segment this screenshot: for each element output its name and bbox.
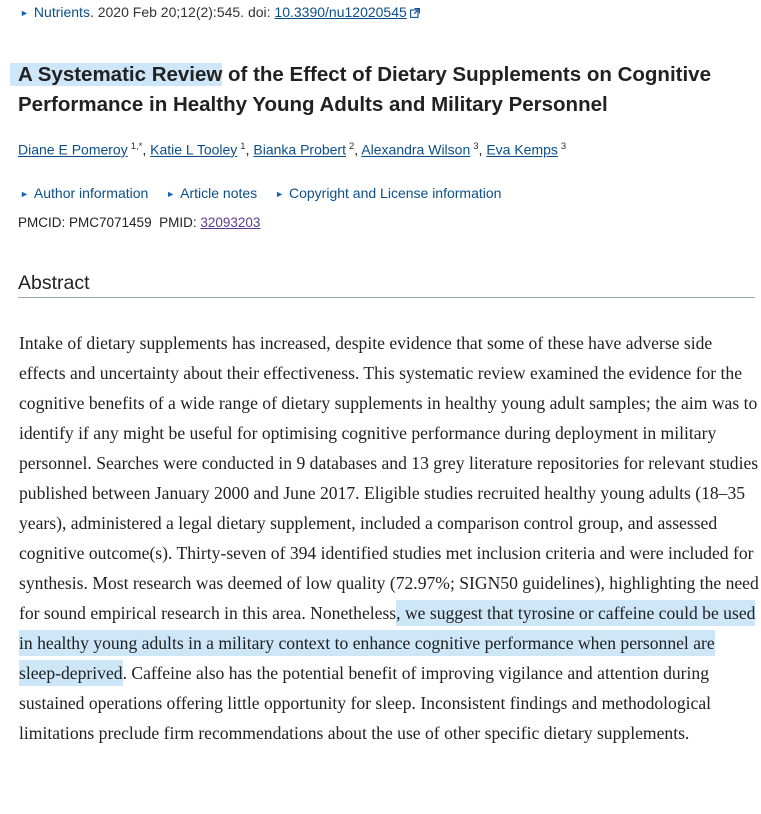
doi-link[interactable]: [274, 4, 419, 20]
title-text: of the Effect of Dietary Supplements on Cognitive Performance in Healthy Young Adults and Military Personnel: [18, 63, 711, 116]
toggle-label: Article notes: [180, 185, 258, 201]
triangle-right-icon: ►: [20, 8, 29, 18]
citation-details: . 2020 Feb 20;12(2):545. doi:: [89, 4, 275, 20]
citation-line: [20, 3, 420, 22]
journal-link[interactable]: Nutrients: [33, 4, 90, 20]
toggle-label: Copyright and License information: [289, 185, 502, 201]
author-link[interactable]: Bianka Probert: [253, 141, 346, 158]
author-affiliation: 3: [473, 141, 479, 152]
triangle-right-icon: ►: [20, 189, 29, 199]
pmcid-label: PMCID:: [18, 215, 70, 230]
author-separator: ,: [478, 141, 487, 158]
title-highlighted-text: A Systematic Review: [10, 63, 222, 86]
author-affiliation: 1,*: [130, 141, 143, 152]
author-link[interactable]: Alexandra Wilson: [361, 141, 471, 158]
author-list: [18, 137, 566, 160]
author-affiliation: 2: [348, 141, 355, 152]
pmcid-value: PMC7071459: [69, 215, 152, 230]
article-info-links: [20, 183, 515, 204]
toggle-label: Author information: [33, 185, 149, 201]
doi-text: 10.3390/nu12020545: [274, 4, 407, 20]
author-separator: ,: [142, 141, 151, 158]
abstract-heading: Abstract: [18, 270, 755, 298]
author-separator: ,: [354, 141, 362, 158]
pmid-label: PMID:: [159, 215, 201, 230]
author-link[interactable]: Eva Kemps: [486, 141, 558, 158]
article-notes-toggle[interactable]: [166, 185, 257, 201]
copyright-license-toggle[interactable]: [275, 185, 501, 201]
abstract-text-after: . Caffeine also has the potential benefit of improving vigilance and attention during sustained operations offering little opportunity for sleep. Inconsistent findings and methodological limitations preclude firm recommendations about the use of other specific dietary supplements.: [19, 663, 712, 743]
author-link[interactable]: Diane E Pomeroy: [18, 141, 128, 158]
abstract-highlighted-text: , we suggest that tyrosine or caffeine could be used in healthy young adults in a military context to enhance cognitive performance when personnel are sleep-deprived: [19, 600, 755, 686]
author-information-toggle[interactable]: [20, 185, 148, 201]
article-title: [18, 60, 748, 120]
pmid-link[interactable]: 32093203: [200, 215, 261, 230]
external-link-icon: [410, 8, 420, 18]
abstract-text-before: Intake of dietary supplements has increased, despite evidence that some of these have adverse side effects and uncertainty about their effectiveness. This systematic review examined the evidence for the cognitive benefits of a wide range of dietary supplements in healthy young adult samples; the aim was to identify if any might be useful for optimising cognitive performance during deployment in military personnel. Searches were conducted in 9 databases and 13 grey literature repositories for relevant studies published between January 2000 and June 2017. Eligible studies recruited healthy young adults (18–35 years), administered a legal dietary supplement, included a comparison control group, and assessed cognitive outcome(s). Thirty-seven of 394 identified studies met inclusion criteria and were included for synthesis. Most research was deemed of low quality (72.97%; SIGN50 guidelines), highlighting the need for sound empirical research in this area. Nonetheless: [19, 333, 759, 623]
article-ids: [18, 213, 260, 233]
author-separator: ,: [245, 141, 254, 158]
triangle-right-icon: ►: [166, 189, 176, 199]
triangle-right-icon: ►: [275, 189, 284, 199]
abstract-text: [19, 328, 759, 748]
author-affiliation: 3: [560, 141, 567, 152]
author-affiliation: 1: [240, 141, 246, 152]
author-link[interactable]: Katie L Tooley: [150, 141, 238, 158]
